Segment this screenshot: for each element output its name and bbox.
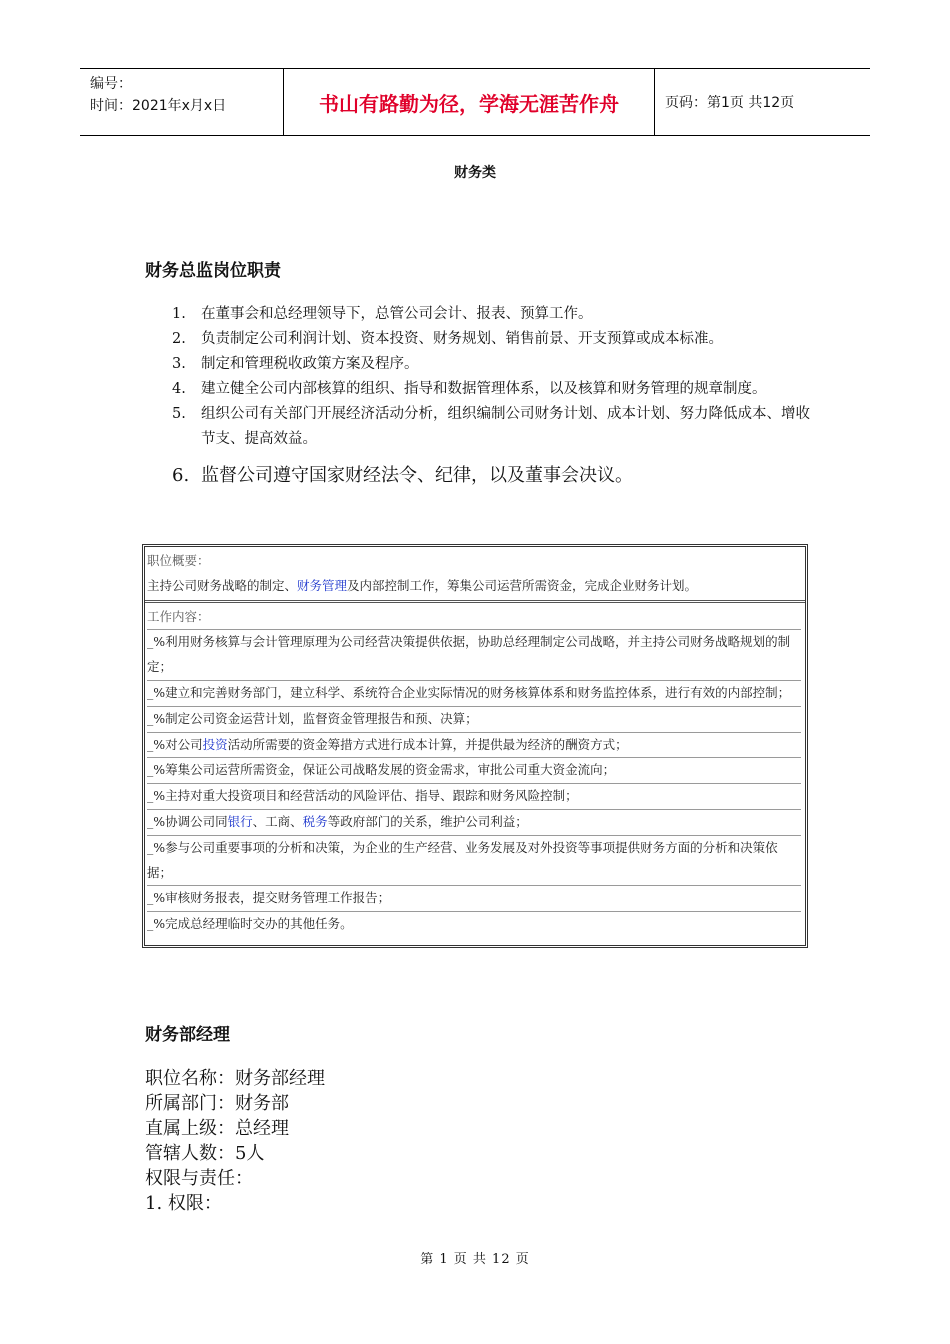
- duty-item: [172, 462, 812, 490]
- duty-number: 2.: [172, 331, 186, 347]
- work-item: _%审核财务报表，提交财务管理工作报告；: [147, 886, 801, 912]
- duty-item: [172, 377, 812, 402]
- work-item-start: _%协调公司同: [147, 813, 228, 829]
- header-motto: 书山有路勤为径，学海无涯苦作舟: [283, 69, 655, 135]
- duty-text: 组织公司有关部门开展经济活动分析，组织编制公司财务计划、成本计划、努力降低成本、增收节支、提高效益。: [201, 406, 810, 447]
- duty-text: 建立健全公司内部核算的组织、指导和数据管理体系，以及核算和财务管理的规章制度。: [201, 381, 767, 397]
- work-item: _%建立和完善财务部门，建立科学、系统符合企业实际情况的财务核算体系和财务监控体系，进行有效的内部控制；: [147, 681, 801, 707]
- header-meta: [80, 69, 283, 135]
- duty-item: [172, 327, 812, 352]
- overview-label: 职位概要：: [147, 553, 210, 568]
- work-item-end: 活动所需要的资金筹措方式进行成本计算，并提供最为经济的酬资方式；: [227, 736, 628, 752]
- tax-link[interactable]: 税务: [302, 813, 328, 829]
- document-title: 财务类: [454, 165, 496, 181]
- finance-manager-info: [145, 1066, 325, 1216]
- duty-number: 6.: [172, 465, 190, 486]
- page-header: [80, 68, 870, 136]
- duty-number: 3.: [172, 356, 186, 372]
- info-line: 职位名称：财务部经理: [145, 1068, 325, 1089]
- duty-number: 1.: [172, 306, 186, 322]
- work-item: _%参与公司重要事项的分析和决策，为企业的生产经营、业务发展及对外投资等事项提供财务方面的分析和决策依据；: [147, 836, 801, 887]
- cfo-duties-list: [172, 302, 812, 490]
- duty-number: 4.: [172, 381, 186, 397]
- job-description-box: [142, 544, 808, 948]
- work-content-label: 工作内容：: [147, 605, 801, 631]
- info-line: 直属上级：总经理: [145, 1118, 289, 1139]
- work-item: _%主持对重大投资项目和经营活动的风险评估、指导、跟踪和财务风险控制；: [147, 784, 801, 810]
- work-item: _%制定公司资金运营计划，监督资金管理报告和预、决算；: [147, 707, 801, 733]
- work-item-end: 等政府部门的关系，维护公司利益；: [327, 813, 528, 829]
- section-heading-finance-manager: 财务部经理: [145, 1025, 230, 1045]
- info-line: 1. 权限：: [145, 1193, 222, 1214]
- header-page-number: 页码：第1页 共12页: [665, 95, 795, 111]
- duty-text: 在董事会和总经理领导下，总管公司会计、报表、预算工作。: [201, 306, 593, 322]
- info-line: 所属部门：财务部: [145, 1093, 289, 1114]
- page-footer: 第 1 页 共 12 页: [420, 1252, 530, 1267]
- investment-link[interactable]: 投资: [202, 736, 228, 752]
- work-item: [147, 810, 801, 836]
- work-item: [147, 733, 801, 759]
- duty-item: [172, 402, 812, 452]
- info-line: 管辖人数：5人: [145, 1143, 265, 1164]
- bank-link[interactable]: 银行: [227, 813, 253, 829]
- finance-management-link[interactable]: 财务管理: [297, 577, 348, 593]
- number-label: 编号：: [90, 76, 132, 92]
- work-item: _%筹集公司运营所需资金，保证公司战略发展的资金需求，审批公司重大资金流向；: [147, 758, 801, 784]
- overview-section: [145, 547, 805, 603]
- work-item-start: _%对公司: [147, 736, 203, 752]
- duty-number: 5.: [172, 406, 186, 422]
- overview-text-end: 及内部控制工作，筹集公司运营所需资金，完成企业财务计划。: [347, 577, 698, 593]
- duty-text: 监督公司遵守国家财经法令、纪律，以及董事会决议。: [201, 465, 633, 486]
- section-heading-cfo: 财务总监岗位职责: [145, 261, 281, 281]
- work-item: _%利用财务核算与会计管理原理为公司经营决策提供依据，协助总经理制定公司战略，并主持公司财务战略规划的制定；: [147, 630, 801, 681]
- duty-item: [172, 352, 812, 377]
- overview-text-start: 主持公司财务战略的制定、: [147, 577, 298, 593]
- overview-text: [147, 574, 801, 599]
- duty-item: [172, 302, 812, 327]
- work-item: _%完成总经理临时交办的其他任务。: [147, 916, 353, 932]
- duty-text: 制定和管理税收政策方案及程序。: [201, 356, 419, 372]
- work-item-middle: 、工商、: [252, 813, 303, 829]
- info-line: 权限与责任：: [145, 1168, 253, 1189]
- duty-text: 负责制定公司利润计划、资本投资、财务规划、销售前景、开支预算或成本标准。: [201, 331, 723, 347]
- date-label: 时间：2021年x月x日: [90, 98, 227, 114]
- work-content-section: [145, 603, 805, 937]
